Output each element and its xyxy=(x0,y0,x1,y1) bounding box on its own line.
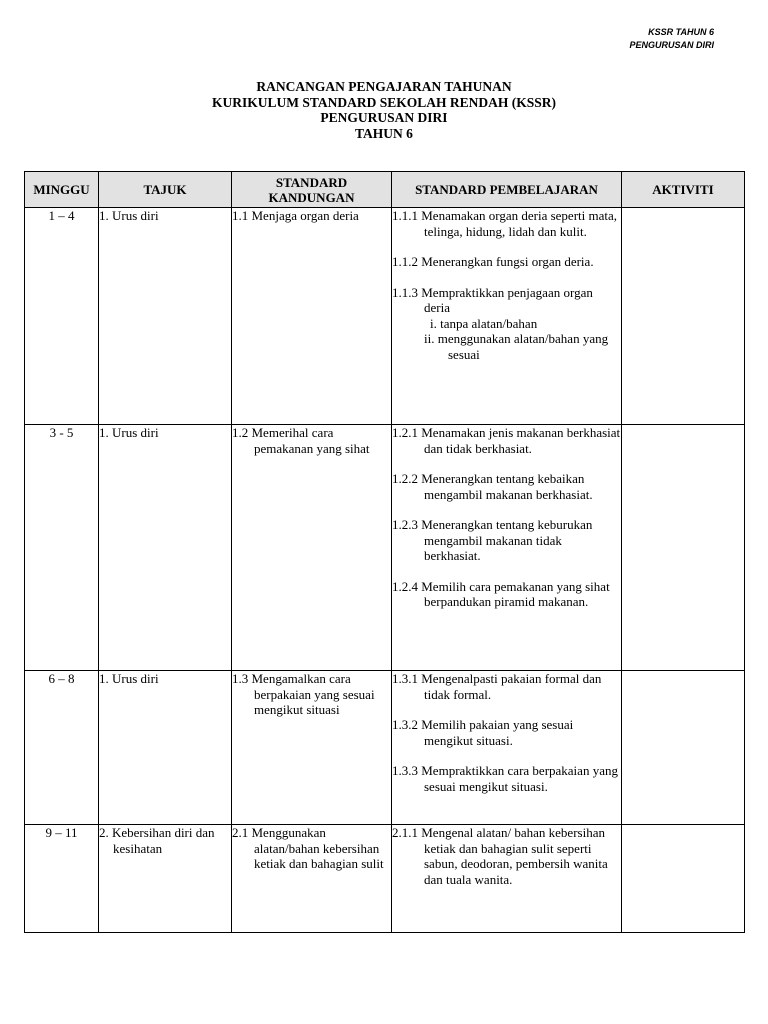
header-kandungan-line2: KANDUNGAN xyxy=(268,189,355,205)
header-tag-line1: KSSR TAHUN 6 xyxy=(648,27,714,37)
cell-kandungan xyxy=(232,671,392,825)
std-subitem: i. tanpa alatan/bahan xyxy=(430,315,538,331)
kandungan-text: 1.2 Memerihal cara pemakanan yang sihat xyxy=(232,425,370,456)
title-line4: TAHUN 6 xyxy=(355,125,413,141)
std-item: 1.3.1 Mengenalpasti pakaian formal dan tidak formal. xyxy=(392,671,602,702)
cell-pembelajaran xyxy=(392,825,622,933)
header-kandungan-line1: STANDARD xyxy=(275,174,348,190)
cell-kandungan xyxy=(232,208,392,425)
header-tag xyxy=(629,26,714,52)
cell-tajuk: 1. Urus diri xyxy=(99,425,232,671)
std-item: 1.1.2 Menerangkan fungsi organ deria. xyxy=(392,254,594,269)
header-tajuk: TAJUK xyxy=(99,172,232,208)
std-item: 1.2.2 Menerangkan tentang kebaikan mengambil makanan berkhasiat. xyxy=(392,471,593,502)
cell-tajuk xyxy=(99,825,232,933)
std-item: 1.3.2 Memilih pakaian yang sesuai mengikut situasi. xyxy=(392,717,574,748)
kandungan-text: 1.3 Mengamalkan cara berpakaian yang sesuai mengikut situasi xyxy=(232,671,375,717)
kandungan-text: 2.1 Menggunakan alatan/bahan kebersihan ketiak dan bahagian sulit xyxy=(232,825,384,871)
std-item: 1.2.1 Menamakan jenis makanan berkhasiat dan tidak berkhasiat. xyxy=(392,425,621,456)
cell-minggu: 6 – 8 xyxy=(25,671,99,825)
cell-minggu: 1 – 4 xyxy=(25,208,99,425)
header-tag-line2: PENGURUSAN DIRI xyxy=(629,40,714,50)
tajuk-text: 2. Kebersihan diri dan kesihatan xyxy=(99,825,215,856)
cell-aktiviti xyxy=(622,671,745,825)
cell-aktiviti xyxy=(622,425,745,671)
std-subitem: ii. menggunakan alatan/bahan yang sesuai xyxy=(424,331,609,362)
header-minggu: MINGGU xyxy=(25,172,99,208)
table-header-row xyxy=(25,172,745,208)
cell-aktiviti xyxy=(622,208,745,425)
cell-tajuk: 1. Urus diri xyxy=(99,671,232,825)
std-item: 1.2.4 Memilih cara pemakanan yang sihat berpandukan piramid makanan. xyxy=(392,578,610,609)
header-standard-kandungan xyxy=(232,172,392,208)
table-row xyxy=(25,825,745,933)
table-row xyxy=(25,208,745,425)
table-row xyxy=(25,671,745,825)
lesson-plan-table xyxy=(24,171,745,933)
cell-minggu: 3 - 5 xyxy=(25,425,99,671)
cell-pembelajaran xyxy=(392,425,622,671)
title-line3: PENGURUSAN DIRI xyxy=(320,110,448,125)
table-row xyxy=(25,425,745,671)
cell-aktiviti xyxy=(622,825,745,933)
std-item: 1.3.3 Mempraktikkan cara berpakaian yang sesuai mengikut situasi. xyxy=(392,763,618,794)
cell-minggu: 9 – 11 xyxy=(25,825,99,933)
std-item: 1.2.3 Menerangkan tentang keburukan mengambil makanan tidak berkhasiat. xyxy=(392,517,593,563)
std-item: 2.1.1 Mengenal alatan/ bahan kebersihan ketiak dan bahagian sulit seperti sabun, deodoran, pembersih wanita dan tuala wanita. xyxy=(392,825,608,887)
document-title xyxy=(0,79,768,141)
title-line2: KURIKULUM STANDARD SEKOLAH RENDAH (KSSR) xyxy=(211,94,557,110)
std-sublist xyxy=(392,316,621,363)
cell-pembelajaran xyxy=(392,671,622,825)
cell-tajuk: 1. Urus diri xyxy=(99,208,232,425)
cell-kandungan xyxy=(232,825,392,933)
header-standard-pembelajaran: STANDARD PEMBELAJARAN xyxy=(392,172,622,208)
std-item: 1.1.1 Menamakan organ deria seperti mata, telinga, hidung, lidah dan kulit. xyxy=(392,208,618,239)
title-line1: RANCANGAN PENGAJARAN TAHUNAN xyxy=(256,79,512,94)
std-item: 1.1.3 Mempraktikkan penjagaan organ deria xyxy=(392,284,593,315)
kandungan-text: 1.1 Menjaga organ deria xyxy=(232,208,359,223)
cell-kandungan xyxy=(232,425,392,671)
header-aktiviti: AKTIVITI xyxy=(622,172,745,208)
cell-pembelajaran xyxy=(392,208,622,425)
